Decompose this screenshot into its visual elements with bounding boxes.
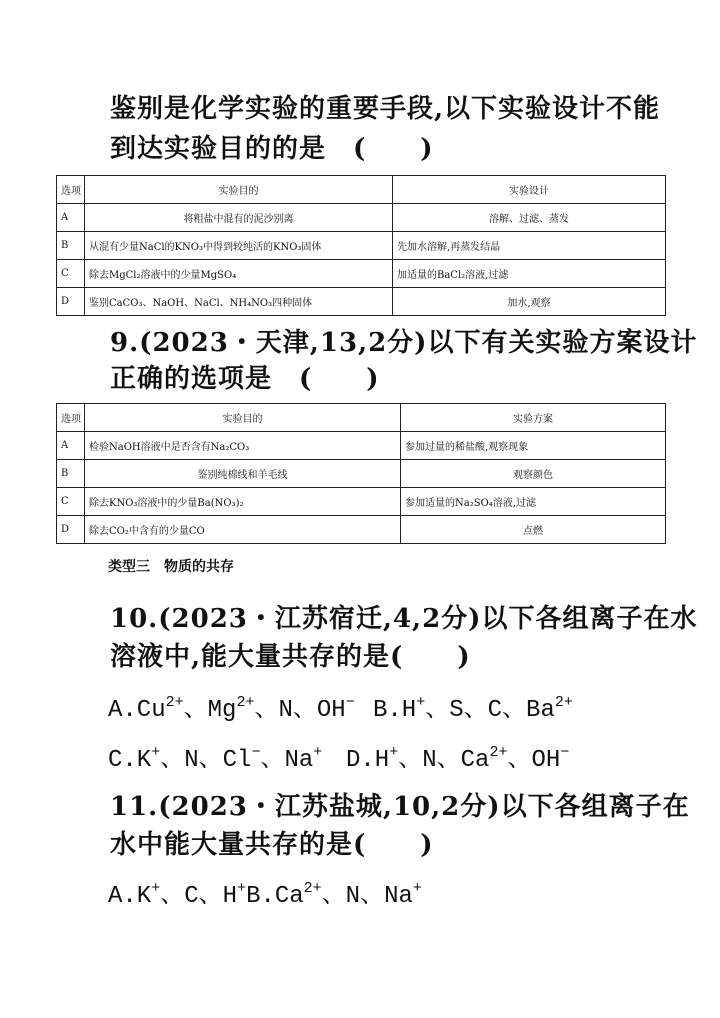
charge-superscript: + [412,880,422,897]
charge-superscript: + [389,744,399,761]
table-cell: 除去CO₂中含有的少量CO [85,516,401,544]
q11-line2: 水中能大量共存的是( ) [110,830,434,860]
q8-line2: 到达实验目的的是 ( ) [110,134,434,164]
charge-superscript: − [560,744,570,761]
charge-superscript: + [237,880,247,897]
charge-superscript: 2+ [165,694,184,711]
option-text: D.H [346,747,390,774]
charge-superscript: − [251,744,261,761]
table-cell: C [57,260,85,288]
table-header-row [57,176,666,204]
table-cell: 加水,观察 [393,288,666,316]
charge-superscript: 2+ [489,744,508,761]
charge-superscript: 2+ [554,694,573,711]
charge-superscript: + [313,744,323,761]
table-header-cell: 实验设计 [393,176,666,204]
table-cell: 溶解、过滤、蒸发 [393,204,666,232]
option-text: 、Mg [183,697,237,724]
charge-superscript: − [345,694,355,711]
table-header-cell: 实验方案 [401,404,666,432]
q8-line1: 鉴别是化学实验的重要手段,以下实验设计不能 [110,94,661,124]
table-row [57,488,666,516]
table-cell: 先加水溶解,再蒸发结晶 [393,232,666,260]
q11-options [108,874,422,910]
q10-line1: 10.(2023・江苏宿迁,4,2分)以下各组离子在水 [110,604,698,634]
table-cell: 加适量的BaCl₂溶液,过滤 [393,260,666,288]
option-text: 、OH [507,747,561,774]
table-cell: B [57,460,85,488]
table-cell: D [57,516,85,544]
q11-line1: 11.(2023・江苏盐城,10,2分)以下各组离子在 [110,792,690,822]
option-text: A.Cu [108,697,166,724]
table-cell: 参加过量的稀盐酸,观察现象 [401,432,666,460]
option-text: 、N、OH [254,697,346,724]
table-row [57,516,666,544]
option-text: B.H [373,697,417,724]
table-row [57,288,666,316]
table-cell: 从混有少量NaCl的KNO₃中得到较纯活的KNO₃固体 [85,232,393,260]
q10-option-b [373,688,573,724]
option-text: 、Na [260,747,314,774]
option-text: 、C、H [160,883,238,910]
q8-table [56,175,666,316]
table-header-cell: 选项 [57,176,85,204]
q10-option-a [108,688,355,724]
table-row [57,232,666,260]
charge-superscript: + [151,744,161,761]
option-text: 、S、C、Ba [425,697,555,724]
table-cell: 检验NaOH溶液中是否含有Na₂CO₃ [85,432,401,460]
option-text: 、N、Ca [398,747,490,774]
table-cell: 点燃 [401,516,666,544]
q9-table [56,403,666,544]
charge-superscript: + [416,694,426,711]
table-row [57,260,666,288]
option-text: B.Ca [246,883,304,910]
table-header-cell: 实验目的 [85,176,393,204]
option-text: C.K [108,747,152,774]
table-header-cell: 实验目的 [85,404,401,432]
table-cell: 鉴别CaCO₃、NaOH、NaCl、NH₄NO₃四种固体 [85,288,393,316]
table-cell: A [57,204,85,232]
table-cell: C [57,488,85,516]
q10-line2: 溶液中,能大量共存的是( ) [110,642,471,672]
q10-option-c [108,738,322,774]
table-row [57,460,666,488]
q9-line1: 9.(2023・天津,13,2分)以下有关实验方案设计 [110,328,698,358]
table-cell: B [57,232,85,260]
table-cell: 除去MgCl₂溶液中的少量MgSO₄ [85,260,393,288]
option-text: A.K [108,883,152,910]
table-header-cell: 选项 [57,404,85,432]
charge-superscript: + [151,880,161,897]
q10-option-d [346,738,569,774]
table-row [57,432,666,460]
q9-line2: 正确的选项是 ( ) [110,364,380,394]
table-cell: A [57,432,85,460]
table-cell: 除去KNO₃溶液中的少量Ba(NO₃)₂ [85,488,401,516]
section-title: 类型三 物质的共存 [108,559,234,575]
charge-superscript: 2+ [303,880,322,897]
table-cell: 将粗盐中混有的泥沙别离 [85,204,393,232]
table-cell: 观察颜色 [401,460,666,488]
table-header-row [57,404,666,432]
charge-superscript: 2+ [236,694,255,711]
table-row [57,204,666,232]
table-cell: D [57,288,85,316]
table-cell: 参加适量的Na₂SO₄溶液,过滤 [401,488,666,516]
table-cell: 鉴别纯棉线和羊毛线 [85,460,401,488]
option-text: 、N、Na [321,883,413,910]
option-text: 、N、Cl [160,747,252,774]
